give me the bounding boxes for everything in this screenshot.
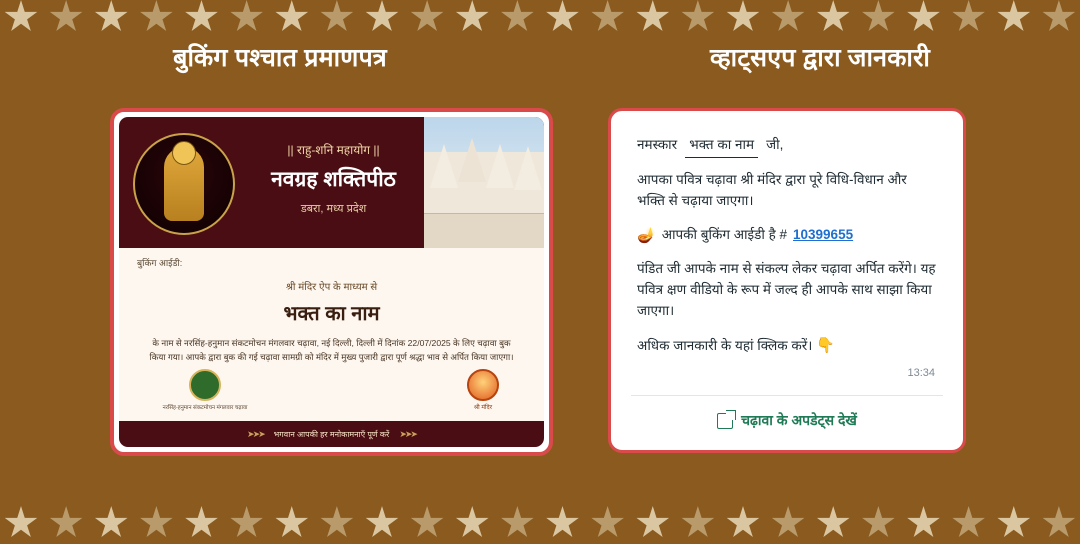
star-icon: [230, 0, 264, 34]
certificate-inner: [119, 117, 544, 447]
star-icon: [907, 506, 941, 540]
temple-spire-icon: [514, 146, 542, 190]
puja-logo: [145, 369, 265, 413]
star-icon: [365, 506, 399, 540]
temple-spire-icon: [458, 138, 486, 182]
greeting-prefix: नमस्कार: [637, 137, 678, 152]
whatsapp-message-bubble: [621, 121, 953, 440]
star-icon: [591, 0, 625, 34]
app-logo-caption: श्री मंदिर: [473, 405, 493, 411]
star-icon: [636, 506, 670, 540]
whatsapp-card: [608, 108, 966, 453]
deity-image: [119, 117, 243, 248]
footer-blessing-text: भगवान आपकी हर मनोकामनाएँ पूर्ण करें: [273, 429, 390, 439]
star-icon: [275, 506, 309, 540]
deity-circle-frame: [133, 133, 235, 235]
headings-row: [0, 40, 1080, 74]
star-icon: [861, 506, 895, 540]
star-icon: [4, 506, 38, 540]
star-icon: [771, 506, 805, 540]
star-icon: [546, 0, 580, 34]
star-icon: [997, 506, 1031, 540]
certificate-title-block: [243, 117, 424, 248]
star-icon: [997, 0, 1031, 34]
star-icon: [139, 506, 173, 540]
star-icon: [185, 0, 219, 34]
star-icon: [94, 506, 128, 540]
view-updates-button[interactable]: [621, 410, 953, 432]
star-icon: [94, 0, 128, 34]
star-icon: [320, 506, 354, 540]
star-icon: [49, 506, 83, 540]
booked-via-text: श्री मंदिर ऐप के माध्यम से: [285, 282, 378, 293]
temple-spire-icon: [486, 144, 514, 188]
certificate-card: [110, 108, 553, 456]
yog-line: || राहु-शनि महायोग ||: [287, 143, 380, 157]
star-icon: [952, 506, 986, 540]
temple-spire-icon: [430, 144, 458, 188]
puja-logo-icon: [189, 369, 221, 401]
certificate-logos: [119, 369, 544, 413]
heading-certificate: बुकिंग पश्चात प्रमाणपत्र: [173, 44, 387, 72]
whatsapp-line-2: पंडित जी आपके नाम से संकल्प लेकर चढ़ावा अर्पित करेंगे। यह पवित्र क्षण वीडियो के रूप में जल्द ही आपके साथ साझा किया जाएगा।: [637, 261, 936, 318]
certificate-footer: [119, 421, 544, 447]
star-icon: [365, 0, 399, 34]
star-icon: [500, 0, 534, 34]
pointing-down-icon: 👇: [816, 336, 835, 354]
star-icon: [816, 0, 850, 34]
star-icon: [1042, 0, 1076, 34]
devotee-name: भक्त का नाम: [283, 303, 380, 325]
star-icon: [455, 0, 489, 34]
star-icon: [230, 506, 264, 540]
star-icon: [771, 0, 805, 34]
whatsapp-line-1: आपका पवित्र चढ़ावा श्री मंदिर द्वारा पूरे विधि-विधान और भक्ति से चढ़ाया जाएगा।: [637, 171, 907, 208]
star-icon: [49, 0, 83, 34]
more-info-text: अधिक जानकारी के यहां क्लिक करें।: [637, 337, 813, 353]
star-icon: [636, 0, 670, 34]
view-updates-label: चढ़ावा के अपडेट्स देखें: [741, 412, 857, 429]
greeting-name-placeholder: भक्त का नाम: [685, 135, 758, 158]
star-icon: [907, 0, 941, 34]
whatsapp-line-3: [637, 334, 937, 357]
certificate-body: [119, 248, 544, 364]
whatsapp-booking-id-line: [637, 224, 937, 247]
temple-photo: [424, 117, 544, 248]
star-icon: [1042, 506, 1076, 540]
star-icon: [546, 506, 580, 540]
star-icon: [726, 0, 760, 34]
certificate-paragraph: के नाम से नरसिंह-हनुमान संकटमोचन मंगलवार चढ़ावा, नई दिल्ली, दिल्ली में दिनांक 22/07/2025 के लिए चढ़ावा बुक किया गया। आपके द्वारा बुक की गई चढ़ावा सामग्री को मंदिर में मुख्य पुजारी द्वारा पूर्ण श्रद्धा भाव से अर्पित किया जाएगा।: [149, 338, 514, 363]
star-icon: [410, 506, 444, 540]
diya-icon: 🪔: [637, 226, 656, 244]
top-star-border: [0, 0, 1080, 38]
whatsapp-greeting: [637, 135, 937, 158]
puja-logo-caption: नरसिंह-हनुमान संकटमोचन मंगलवार चढ़ावा: [162, 405, 248, 411]
star-icon: [4, 0, 38, 34]
star-icon: [500, 506, 534, 540]
bottom-star-border: [0, 502, 1080, 544]
star-icon: [185, 506, 219, 540]
external-link-icon: [717, 413, 733, 429]
arrow-right-icon: ➤➤➤: [247, 428, 264, 439]
star-icon: [681, 506, 715, 540]
app-logo: [448, 369, 518, 413]
booking-id-link[interactable]: 10399655: [793, 226, 854, 242]
booking-id-prefix: आपकी बुकिंग आईडी है #: [661, 226, 788, 242]
certificate-header: [119, 117, 544, 248]
deity-head-icon: [172, 141, 196, 165]
message-timestamp: 13:34: [907, 366, 935, 379]
star-icon: [952, 0, 986, 34]
star-icon: [861, 0, 895, 34]
booking-id-label: बुकिंग आईडी:: [137, 258, 183, 268]
temple-base-shape: [424, 213, 544, 248]
star-icon: [275, 0, 309, 34]
star-icon: [410, 0, 444, 34]
star-icon: [139, 0, 173, 34]
arrow-left-icon: ➤➤➤: [399, 428, 416, 439]
bubble-divider: [631, 395, 943, 396]
star-icon: [455, 506, 489, 540]
greeting-suffix: जी,: [766, 137, 784, 152]
temple-place: डबरा, मध्य प्रदेश: [300, 203, 367, 215]
shri-mandir-logo-icon: [467, 369, 499, 401]
heading-whatsapp: व्हाट्सएप द्वारा जानकारी: [709, 44, 931, 72]
star-icon: [726, 506, 760, 540]
star-icon: [320, 0, 354, 34]
star-icon: [681, 0, 715, 34]
temple-name: नवग्रह शक्तिपीठ: [271, 168, 396, 191]
star-icon: [816, 506, 850, 540]
star-icon: [591, 506, 625, 540]
